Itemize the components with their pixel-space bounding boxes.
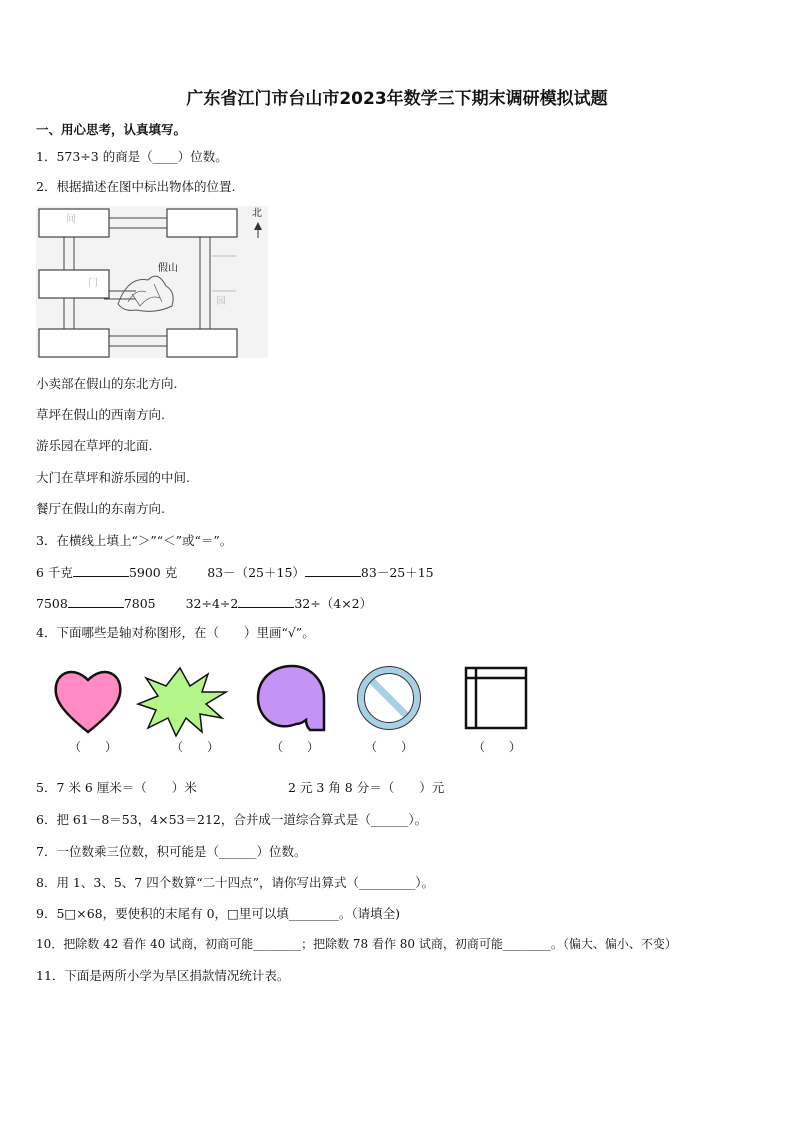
q3-r2-expr-left: 32÷4÷2	[185, 596, 239, 611]
question-5b: 2 元 3 角 8 分＝（ ）元	[288, 780, 445, 795]
q2-line: 游乐园在草坪的北面.	[36, 438, 153, 453]
q3-r1-right: 5900 克	[128, 565, 178, 580]
speech-bubble-shape	[258, 666, 324, 730]
question-7: 7．一位数乘三位数，积可能是（______）位数。	[36, 844, 307, 859]
heart-shape	[56, 672, 121, 732]
answer-blank[interactable]	[238, 595, 294, 608]
answer-paren-square[interactable]: （ ）	[472, 740, 521, 754]
faint-text-2: 门	[88, 278, 98, 289]
starburst-shape	[138, 668, 226, 736]
answer-paren-sign[interactable]: （ ）	[364, 740, 413, 754]
question-4: 4．下面哪些是轴对称图形，在（ ）里画“√”。	[36, 625, 315, 640]
question-10: 10．把除数 42 看作 40 试商，初商可能________；把除数 78 看作 80 试商，初商可能________。（偏大、偏小、不变）	[36, 937, 677, 951]
q3-row-1	[36, 564, 434, 580]
q3-r1-expr-left: 83－（25＋15）	[207, 565, 305, 580]
q3-r2-right: 7805	[123, 596, 156, 611]
answer-blank[interactable]	[68, 595, 124, 608]
answer-paren-heart[interactable]: （ ）	[68, 740, 117, 754]
map-box-bottom-right	[167, 329, 237, 357]
q2-line: 大门在草坪和游乐园的中间.	[36, 470, 190, 485]
question-5a: 5．7 米 6 厘米＝（ ）米	[36, 780, 197, 795]
question-8: 8．用 1、3、5、7 四个数算“二十四点”，请你写出算式（_________）。	[36, 875, 434, 890]
question-1: 1．573÷3 的商是（____）位数。	[36, 149, 228, 164]
map-box-middle-left	[39, 270, 109, 298]
answer-paren-bubble[interactable]: （ ）	[270, 740, 319, 754]
page-title: 广东省江门市台山市2023年数学三下期末调研模拟试题	[186, 89, 608, 109]
question-6: 6．把 61－8＝53，4×53＝212，合并成一道综合算式是（______）。	[36, 812, 428, 827]
q2-line: 草坪在假山的西南方向.	[36, 407, 165, 422]
campus-map-drawing	[36, 206, 268, 358]
q2-line: 餐厅在假山的东南方向.	[36, 501, 165, 516]
q3-r1-expr-right: 83－25＋15	[360, 565, 434, 580]
campus-map	[36, 206, 268, 358]
question-2: 2．根据描述在图中标出物体的位置.	[36, 179, 236, 194]
q3-row-2	[36, 595, 372, 611]
answer-blank[interactable]	[305, 564, 361, 577]
question-9: 9．5□×68，要使积的末尾有 0，□里可以填________。（请填全)	[36, 906, 400, 921]
map-box-bottom-left	[39, 329, 109, 357]
map-box-top-right	[167, 209, 237, 237]
q3-r2-left: 7508	[36, 596, 68, 611]
section-heading: 一、用心思考，认真填写。	[36, 122, 187, 137]
question-3: 3．在横线上填上“＞”“＜”或“＝”。	[36, 533, 233, 548]
answer-paren-star[interactable]: （ ）	[170, 740, 219, 754]
rockery-label: 假山	[158, 263, 178, 274]
q3-r1-left: 6 千克	[36, 565, 73, 580]
q3-r2-expr-right: 32÷（4×2）	[294, 596, 373, 611]
faint-text-3: 园	[216, 296, 226, 307]
q2-line: 小卖部在假山的东北方向.	[36, 376, 178, 391]
question-11: 11．下面是两所小学为旱区捐款情况统计表。	[36, 968, 290, 983]
answer-blank[interactable]	[73, 564, 129, 577]
north-label: 北	[252, 208, 262, 219]
faint-text-1: 间	[66, 214, 76, 225]
no-sign-slash	[370, 679, 408, 717]
symmetry-shapes	[50, 660, 540, 740]
